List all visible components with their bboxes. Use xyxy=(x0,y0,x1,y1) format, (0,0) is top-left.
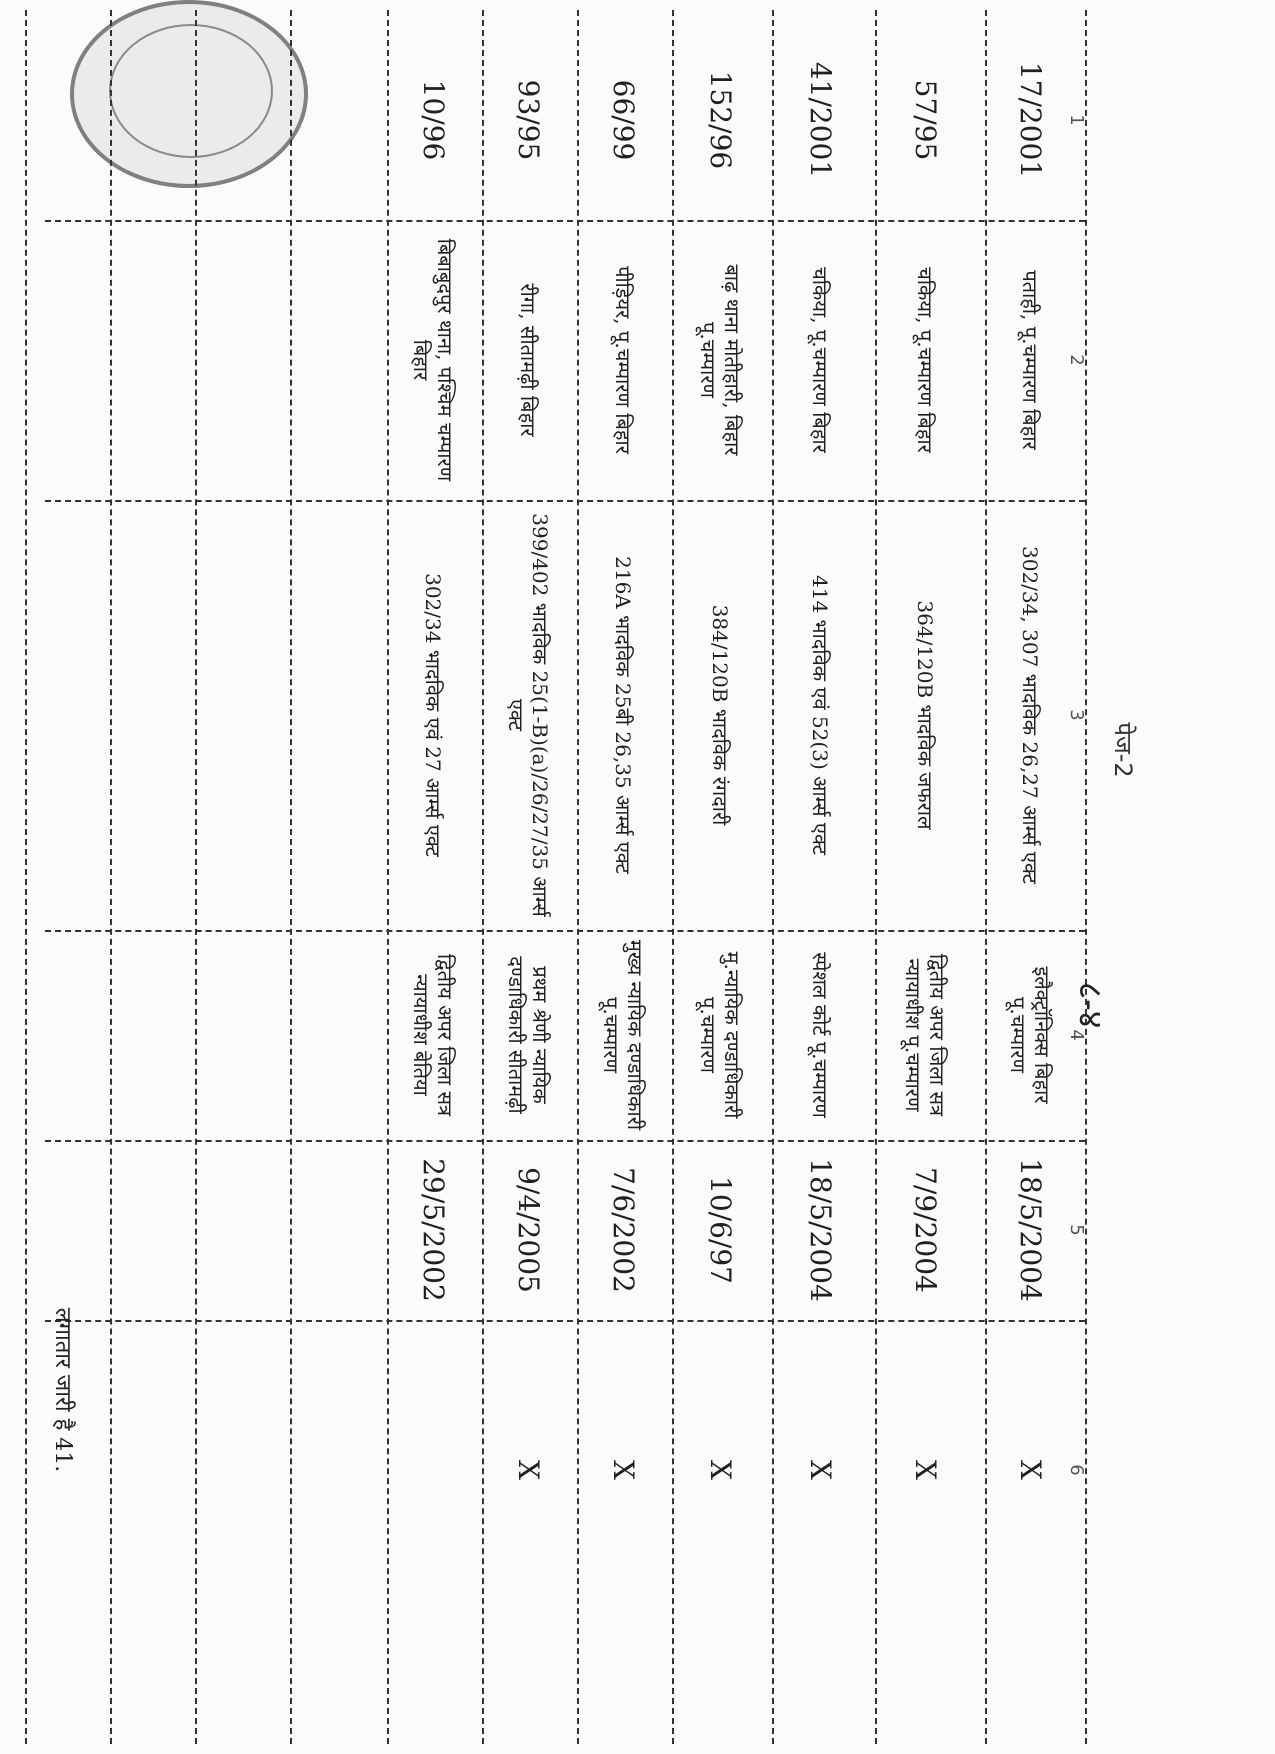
table-cell-col6: X xyxy=(1013,1460,1047,1480)
table-column-divider xyxy=(772,10,774,1744)
table-cell-col1: 152/96 xyxy=(703,70,737,170)
table-cell-col1: 17/2001 xyxy=(1013,61,1047,179)
table-cell-col6: X xyxy=(908,1460,942,1480)
table-cell-col2: पीड़ियर, पू.चम्पारण बिहार xyxy=(610,266,635,454)
notary-stamp-inner-ring xyxy=(109,24,273,158)
table-row-divider xyxy=(45,500,1085,502)
table-cell-col2: बिबाबुदपुर थाना, पश्चिम चम्पारण बिहार xyxy=(408,238,457,482)
table-cell-col1: 93/95 xyxy=(511,79,545,161)
table-cell-col6: X xyxy=(703,1460,737,1480)
table-cell-col3: 216A भादविक 25बी 26,35 आर्म्स एक्ट xyxy=(610,556,635,874)
table-column-divider xyxy=(482,10,484,1744)
table-column-divider xyxy=(110,10,112,1744)
notary-stamp xyxy=(70,0,308,188)
table-cell-col5: 7/9/2004 xyxy=(908,1167,942,1293)
table-column-divider xyxy=(672,10,674,1744)
table-cell-col6 xyxy=(393,1325,473,1615)
table-column-divider xyxy=(290,10,292,1744)
table-column-divider xyxy=(195,10,197,1744)
table-cell-col6: X xyxy=(511,1460,545,1480)
table-cell-col2: बाढ़ थाना मोतीहारी, बिहार पू.चम्पारण xyxy=(696,264,744,456)
table-cell-col4: स्पेशल कोर्ट पू.चम्पारण xyxy=(808,952,832,1118)
table-cell-col5: 9/4/2005 xyxy=(511,1167,545,1293)
table-cell-col5: 29/5/2002 xyxy=(416,1158,450,1302)
table-column-divider xyxy=(577,10,579,1744)
table-row-divider xyxy=(45,1140,1085,1142)
column-number: 5 xyxy=(1066,1224,1087,1236)
table-cell-col2: पताही, पू.चम्पारण बिहार xyxy=(1018,270,1042,450)
table-cell-col5: 18/5/2004 xyxy=(1013,1158,1047,1302)
table-column-divider xyxy=(387,10,389,1744)
table-cell-col3: 399/402 भादविक 25(1-B)(a)/26/27/35 आर्म्स एक्ट xyxy=(503,513,552,917)
table-cell-col4: द्वितीय अपर जिला सत्र न्यायाधीश पू.चम्पारण xyxy=(901,953,949,1117)
table-cell-col3: 364/120B भादविक जफराल xyxy=(913,600,937,830)
table-cell-col2: चकिया, पू.चम्पारण बिहार xyxy=(808,267,832,453)
table-cell-col3: 414 भादविक एवं 52(3) आर्म्स एक्ट xyxy=(808,575,832,855)
table-column-divider xyxy=(985,10,987,1744)
footer-note: लगातार जारी है 41. xyxy=(50,1307,75,1473)
table-cell-col1: 10/96 xyxy=(416,79,450,161)
table-cell-col3: 384/120B भादविक रंगदारी xyxy=(708,604,732,826)
table-row-divider xyxy=(45,930,1085,932)
table-cell-col1: 57/95 xyxy=(908,79,942,161)
table-cell-col4: इलैक्ट्रॉनिक्स बिहार पू.चम्पारण xyxy=(1006,966,1054,1104)
table-cell-col4: मु.न्यायिक दण्डाधिकारी पू.चम्पारण xyxy=(696,951,744,1119)
table-cell-col3: 302/34 भादविक एवं 27 आर्म्स एक्ट xyxy=(420,573,445,857)
page-title: पेज-2 xyxy=(1109,722,1137,778)
column-number: 2 xyxy=(1066,354,1087,366)
table-cell-col4: मुख्य न्यायिक दण्डाधिकारी पू.चम्पारण xyxy=(598,939,647,1131)
table-cell-col1: 41/2001 xyxy=(803,61,837,179)
table-cell-col6: X xyxy=(803,1460,837,1480)
page-number: ८-४ xyxy=(1070,981,1110,1029)
table-cell-col5: 10/6/97 xyxy=(703,1176,737,1284)
table-row-divider xyxy=(45,220,1085,222)
table-cell-col2: रीगा, सीतामढ़ी बिहार xyxy=(515,283,540,437)
column-number: 4 xyxy=(1066,1029,1087,1041)
table-cell-col5: 18/5/2004 xyxy=(803,1158,837,1302)
table-cell-col4: द्वितीय अपर जिला सत्र न्यायाधीश बेतिया xyxy=(408,953,457,1117)
table-column-divider xyxy=(875,10,877,1744)
column-number: 1 xyxy=(1066,114,1087,126)
table-cell-col3: 302/34, 307 भादविक 26,27 आर्म्स एक्ट xyxy=(1018,546,1042,884)
table-column-divider xyxy=(25,10,27,1744)
table-cell-col5: 7/6/2002 xyxy=(606,1167,640,1293)
table-cell-col2: चकिया, पू.चम्पारण बिहार xyxy=(913,267,937,453)
column-number: 6 xyxy=(1066,1464,1087,1476)
table-row-divider xyxy=(45,1320,1085,1322)
table-cell-col1: 66/99 xyxy=(606,79,640,161)
table-cell-col4: प्रथम श्रेणी न्यायिक दण्डाधिकारी सीतामढ़ी xyxy=(503,956,552,1114)
table-cell-col6: X xyxy=(606,1460,640,1480)
column-number: 3 xyxy=(1066,709,1087,721)
